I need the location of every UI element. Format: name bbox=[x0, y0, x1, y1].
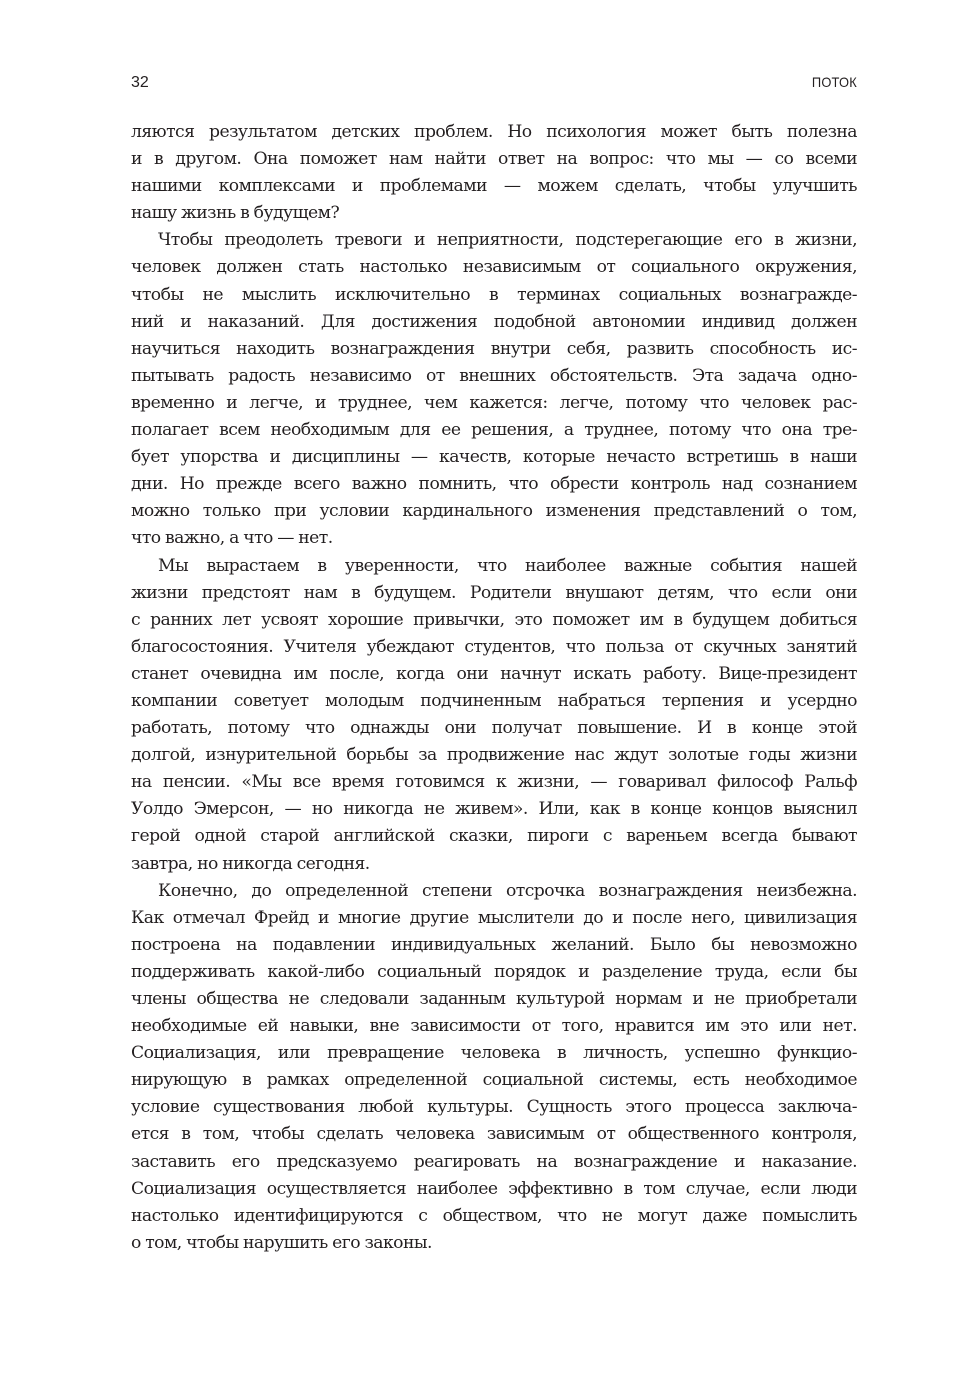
text-line: Социализация, или превращение человека в личность, успешно функцио- bbox=[131, 1043, 857, 1064]
text-line: построена на подавлении индивидуальных желаний. Было бы невозможно bbox=[131, 934, 857, 955]
running-head bbox=[131, 74, 857, 96]
text-line: необходимые ей навыки, вне зависимости от того, нравится им это или нет. bbox=[131, 1016, 857, 1037]
text-line: полагает всем необходимым для ее решения, а труднее, потому что она тре- bbox=[131, 420, 857, 441]
text-line: члены общества не следовали заданным культурой нормам и не приобретали bbox=[131, 989, 857, 1009]
running-title: ПОТОК bbox=[811, 74, 857, 90]
text-line: Мы вырастаем в уверенности, что наиболее важные события нашей bbox=[158, 555, 857, 576]
text-line: герой одной старой английской сказки, пироги с вареньем всегда бывают bbox=[131, 826, 857, 847]
text-line: завтра, но никогда сегодня. bbox=[131, 853, 370, 874]
paragraph bbox=[131, 119, 857, 227]
page-number: 32 bbox=[131, 74, 149, 91]
text-line: ляются результатом детских проблем. Но психология может быть полезна bbox=[131, 122, 857, 142]
paragraph bbox=[131, 553, 857, 878]
text-line: Уолдо Эмерсон, — но никогда не живем». Или, как в конце концов выяснил bbox=[131, 799, 857, 820]
text-line: дни. Но прежде всего важно помнить, что обрести контроль над сознанием bbox=[131, 474, 857, 495]
text-line: с ранних лет усвоят хорошие привычки, это поможет им в будущем добиться bbox=[131, 609, 857, 630]
text-line: долгой, изнурительной борьбы за продвижение нас ждут золотые годы жизни bbox=[131, 745, 857, 766]
paragraph bbox=[131, 227, 857, 552]
text-line: ется в том, чтобы сделать человека зависимым от общественного контроля, bbox=[131, 1124, 857, 1145]
text-line: компании советует молодым подчиненным набраться терпения и усердно bbox=[131, 690, 857, 711]
text-line: временно и легче, и труднее, чем кажется: легче, потому что человек рас- bbox=[131, 392, 857, 413]
text-line: поддерживать какой-либо социальный порядок и разделение труда, если бы bbox=[131, 961, 857, 982]
text-line: на пенсии. «Мы все время готовимся к жизни, — говаривал философ Ральф bbox=[131, 772, 857, 793]
text-line: жизни предстоят нам в будущем. Родители внушают детям, что если они bbox=[131, 582, 857, 603]
text-line: научиться находить вознаграждения внутри себя, развить способность ис- bbox=[131, 338, 857, 359]
text-line: нирующую в рамках определенной социальной системы, есть необходимое bbox=[131, 1070, 857, 1091]
paragraph bbox=[131, 878, 857, 1257]
text-line: можно только при условии кардинального изменения представлений о том, bbox=[131, 501, 857, 522]
text-line: чтобы не мыслить исключительно в терминах социальных вознагражде- bbox=[131, 284, 857, 305]
text-line: работать, потому что однажды они получат повышение. И в конце этой bbox=[131, 718, 857, 739]
text-line: пытывать радость независимо от внешних обстоятельств. Эта задача одно- bbox=[131, 365, 857, 386]
text-line: что важно, а что — нет. bbox=[131, 528, 333, 549]
text-line: нашу жизнь в будущем? bbox=[131, 203, 340, 224]
text-line: условие существования любой культуры. Сущность этого процесса заключа- bbox=[131, 1097, 857, 1118]
body-text bbox=[131, 119, 857, 1257]
text-line: Чтобы преодолеть тревоги и неприятности, подстерегающие его в жизни, bbox=[158, 230, 857, 251]
text-line: настолько идентифицируются с обществом, что не могут даже помыслить bbox=[131, 1205, 857, 1226]
text-line: станет очевидна им после, когда они начнут искать работу. Вице-президент bbox=[131, 663, 857, 684]
text-line: о том, чтобы нарушить его законы. bbox=[131, 1232, 432, 1253]
text-line: Как отмечал Фрейд и многие другие мыслители до и после него, цивилизация bbox=[131, 907, 857, 928]
text-line: и в другом. Она поможет нам найти ответ на вопрос: что мы — со всеми bbox=[131, 149, 857, 170]
text-line: бует упорства и дисциплины — качеств, которые нечасто встретишь в наши bbox=[131, 447, 857, 468]
text-line: человек должен стать настолько независимым от социального окружения, bbox=[131, 257, 857, 278]
text-line: Социализация осуществляется наиболее эффективно в том случае, если люди bbox=[131, 1178, 857, 1199]
text-line: ний и наказаний. Для достижения подобной автономии индивид должен bbox=[131, 311, 857, 332]
text-line: благосостояния. Учителя убеждают студентов, что польза от скучных занятий bbox=[131, 636, 857, 657]
text-line: нашими комплексами и проблемами — можем сделать, чтобы улучшить bbox=[131, 176, 857, 197]
text-line: Конечно, до определенной степени отсрочка вознаграждения неизбежна. bbox=[158, 880, 857, 901]
text-line: заставить его предсказуемо реагировать на вознаграждение и наказание. bbox=[131, 1151, 857, 1172]
